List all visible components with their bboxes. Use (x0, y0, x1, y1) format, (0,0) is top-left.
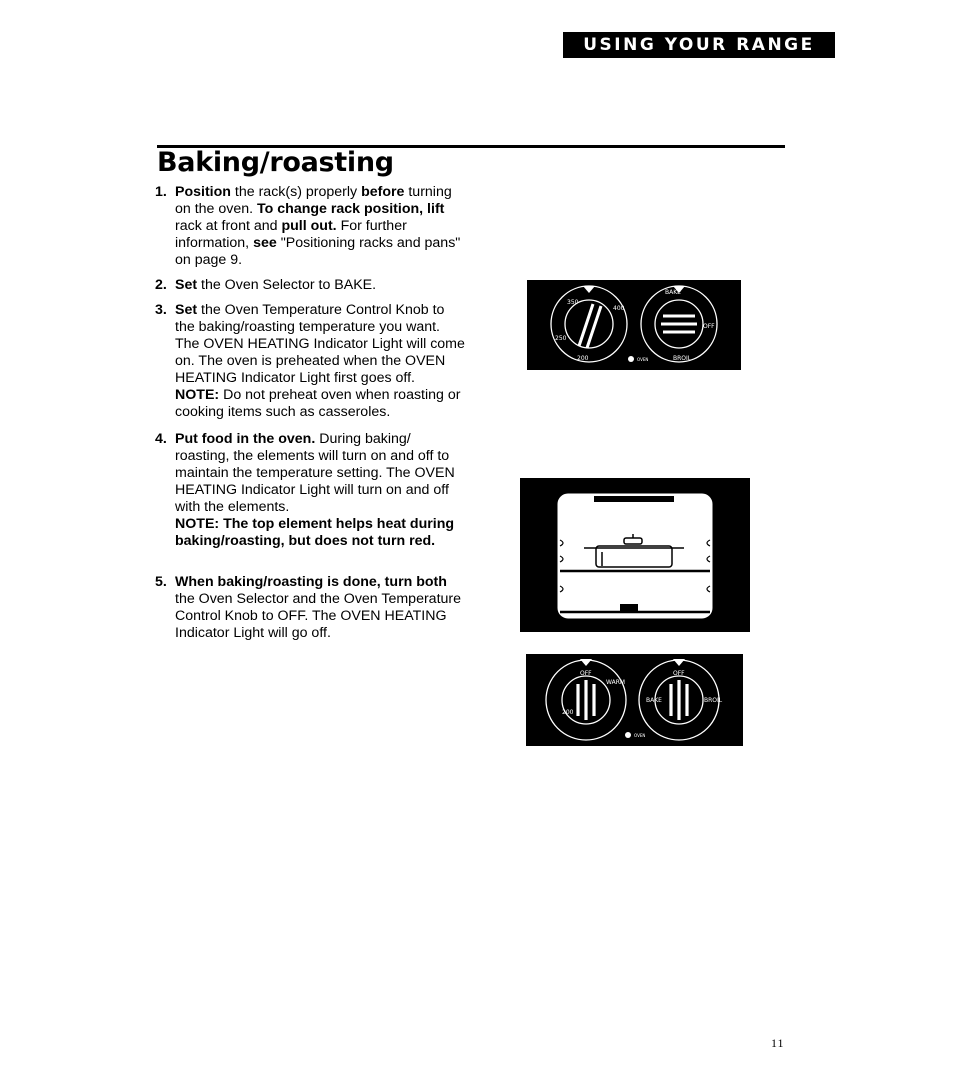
indicator-label: OVEN (637, 357, 649, 362)
emphasis: Set (175, 277, 198, 293)
step-number: 4. (155, 431, 167, 447)
text: the rack(s) properly (230, 184, 362, 200)
step-text (175, 277, 465, 294)
dial-label: BAKE (646, 697, 662, 704)
top-element (594, 496, 674, 502)
dial-label: OFF (703, 323, 715, 330)
dial-label: 200 (562, 709, 574, 716)
text: For further information, (175, 218, 407, 251)
emphasis: Position (175, 184, 231, 200)
element-bracket (620, 604, 638, 611)
note-label: NOTE: (175, 387, 220, 403)
text: rack at front and (175, 218, 282, 234)
text: turning on the oven. (175, 184, 452, 217)
left-pointer-icon (580, 659, 592, 666)
knobs-bake-figure (527, 280, 741, 370)
emphasis: To change rack position, lift (257, 201, 445, 217)
step-1 (155, 184, 465, 269)
emphasis: pull out. (281, 218, 337, 234)
emphasis: When baking/roasting is done, turn both (175, 574, 447, 590)
section-header-bar: USING YOUR RANGE (563, 32, 835, 58)
step-number: 5. (155, 574, 167, 590)
step-5 (155, 574, 465, 642)
knobs-off-figure (526, 654, 743, 746)
step-text (175, 431, 465, 516)
page-number: 11 (771, 1036, 785, 1050)
emphasis: Set (175, 302, 198, 318)
text: "Positioning racks and pans" on page 9. (175, 235, 461, 268)
dial-label: WARM (606, 679, 626, 686)
note (175, 387, 465, 421)
step-text (175, 574, 465, 642)
step-4 (155, 431, 465, 550)
dial-label: 350 (567, 299, 579, 306)
text: the Oven Selector to BAKE. (197, 277, 377, 293)
instruction-list (155, 184, 465, 650)
emphasis: see (253, 235, 277, 251)
indicator-light-icon (625, 732, 631, 738)
oven-interior-figure (520, 478, 750, 632)
step-number: 1. (155, 184, 167, 200)
step-number: 3. (155, 302, 167, 318)
dial-label: BROIL (704, 697, 723, 704)
dial-label: OFF (580, 670, 592, 677)
note-text: Do not preheat oven when roasting or cooking items such as casseroles. (175, 387, 461, 420)
text: the Oven Selector and the Oven Temperature Control Knob to OFF. The OVEN HEATING Indicator Light will go off. (175, 591, 462, 641)
emphasis: before (361, 184, 405, 200)
indicator-light-icon (628, 356, 634, 362)
dial-label: 250 (555, 335, 567, 342)
note: NOTE: The top element helps heat during baking/roasting, but does not turn red. (175, 516, 455, 549)
dial-label: BAKE (665, 289, 681, 296)
right-pointer-icon (673, 659, 685, 666)
left-dial-ring (551, 286, 627, 362)
dial-label: OFF (673, 670, 685, 677)
dial-label: BROIL (673, 355, 692, 362)
step-3 (155, 302, 465, 421)
text: the Oven Temperature Control Knob to the baking/roasting temperature you want. The OVEN HEATING Indicator Light will come on. The oven is preheated when the OVEN HEATING Indicator Light first goes off. (175, 302, 465, 386)
step-number: 2. (155, 277, 167, 293)
dial-label: 200 (577, 355, 589, 362)
indicator-label: OVEN (634, 733, 646, 738)
left-pointer-icon (583, 286, 595, 293)
dial-label: 400 (613, 305, 625, 312)
step-text (175, 302, 465, 387)
step-2 (155, 277, 465, 294)
page-title: Baking/roasting (157, 147, 394, 178)
emphasis: Put food in the oven. (175, 431, 316, 447)
step-text (175, 184, 465, 269)
text: During baking/ roasting, the elements will turn on and off to maintain the temperature setting. The OVEN HEATING Indicator Light will turn on and off with the elements. (175, 431, 455, 515)
